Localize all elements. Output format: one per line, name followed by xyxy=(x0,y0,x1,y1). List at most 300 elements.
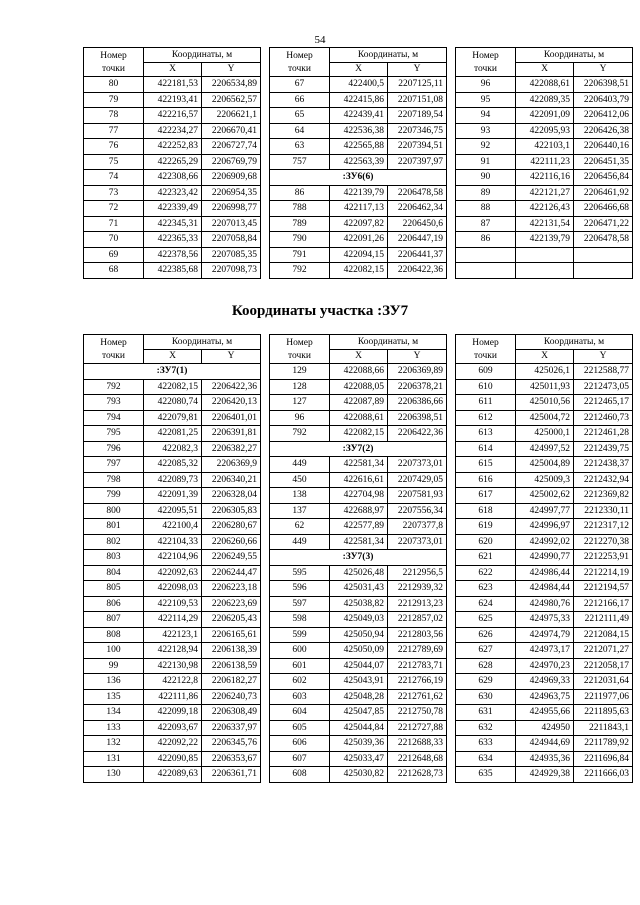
x-coordinate-cell: 422085,32 xyxy=(144,457,202,473)
x-coordinate-cell: 425002,62 xyxy=(516,488,574,504)
point-number-cell: 602 xyxy=(270,674,330,690)
x-header: X xyxy=(330,350,388,364)
y-coordinate-cell: 2206422,36 xyxy=(202,379,261,395)
x-coordinate-cell: 422081,25 xyxy=(144,426,202,442)
x-coordinate-cell: 422122,8 xyxy=(144,674,202,690)
y-coordinate-cell: 2207125,11 xyxy=(388,77,447,93)
x-coordinate-cell: 422536,38 xyxy=(330,123,388,139)
x-coordinate-cell: 422088,61 xyxy=(330,410,388,426)
point-number-cell: 616 xyxy=(456,472,516,488)
point-number-cell: 789 xyxy=(270,216,330,232)
y-coordinate-cell: 2207058,84 xyxy=(202,232,261,248)
table-row xyxy=(456,410,633,426)
x-coordinate-cell xyxy=(516,263,574,279)
table-row xyxy=(84,395,261,411)
point-number-cell: 626 xyxy=(456,627,516,643)
table-row xyxy=(456,720,633,736)
point-number-cell: 799 xyxy=(84,488,144,504)
y-coordinate-cell: 2212473,05 xyxy=(574,379,633,395)
table-row xyxy=(456,185,633,201)
x-coordinate-cell: 422365,33 xyxy=(144,232,202,248)
table-row xyxy=(456,767,633,783)
x-coordinate-cell: 425030,82 xyxy=(330,767,388,783)
x-coordinate-cell: 422093,67 xyxy=(144,720,202,736)
y-coordinate-cell: 2206138,39 xyxy=(202,643,261,659)
point-number-cell: 68 xyxy=(84,263,144,279)
x-coordinate-cell: 424974,79 xyxy=(516,627,574,643)
x-coordinate-cell: 425039,36 xyxy=(330,736,388,752)
y-coordinate-cell: 2212432,94 xyxy=(574,472,633,488)
x-coordinate-cell: 422131,54 xyxy=(516,216,574,232)
x-coordinate-cell: 422385,68 xyxy=(144,263,202,279)
point-number-cell: 133 xyxy=(84,720,144,736)
table-row xyxy=(270,395,447,411)
x-coordinate-cell: 422439,41 xyxy=(330,108,388,124)
table-row xyxy=(84,77,261,93)
x-coordinate-cell: 425048,28 xyxy=(330,689,388,705)
y-coordinate-cell: 2207189,54 xyxy=(388,108,447,124)
table-row xyxy=(84,263,261,279)
table-row xyxy=(456,643,633,659)
point-number-cell: 635 xyxy=(456,767,516,783)
table-row xyxy=(456,565,633,581)
point-number-cell: 615 xyxy=(456,457,516,473)
coordinates-header: Координаты, м xyxy=(516,335,633,350)
table-row xyxy=(456,534,633,550)
table-row xyxy=(456,612,633,628)
point-number-cell: 75 xyxy=(84,154,144,170)
table-row xyxy=(456,689,633,705)
table-row xyxy=(84,123,261,139)
table-row xyxy=(270,232,447,248)
y-coordinate-cell: 2212727,88 xyxy=(388,720,447,736)
section-row xyxy=(270,441,447,457)
point-number-cell: 604 xyxy=(270,705,330,721)
coordinates-header: Координаты, м xyxy=(330,48,447,63)
table-row xyxy=(456,457,633,473)
y-coordinate-cell: 2211696,84 xyxy=(574,751,633,767)
table-row xyxy=(84,612,261,628)
coordinates-header: Координаты, м xyxy=(144,48,261,63)
y-coordinate-cell: 2212588,77 xyxy=(574,364,633,380)
table-row xyxy=(84,767,261,783)
point-number-cell: 808 xyxy=(84,627,144,643)
x-coordinate-cell: 422252,83 xyxy=(144,139,202,155)
point-number-cell: 600 xyxy=(270,643,330,659)
table-row xyxy=(456,581,633,597)
x-coordinate-cell: 422216,57 xyxy=(144,108,202,124)
y-coordinate-cell: 2206138,59 xyxy=(202,658,261,674)
point-number-cell: 67 xyxy=(270,77,330,93)
point-number-cell: 792 xyxy=(270,426,330,442)
parcel-section-label: :ЗУ6(6) xyxy=(270,170,447,186)
point-number-header xyxy=(456,335,516,364)
y-coordinate-cell: 2206451,35 xyxy=(574,154,633,170)
table-row xyxy=(84,426,261,442)
page-number: 54 xyxy=(314,34,326,46)
point-number-cell: 129 xyxy=(270,364,330,380)
point-number-cell: 795 xyxy=(84,426,144,442)
point-number-cell: 632 xyxy=(456,720,516,736)
x-coordinate-cell: 424997,77 xyxy=(516,503,574,519)
x-coordinate-cell: 425031,43 xyxy=(330,581,388,597)
coordinates-header: Координаты, м xyxy=(516,48,633,63)
point-number-cell: 74 xyxy=(84,170,144,186)
point-number-header-line2: точки xyxy=(101,351,125,361)
x-coordinate-cell: 424935,36 xyxy=(516,751,574,767)
table-row xyxy=(270,689,447,705)
x-coordinate-cell: 422181,53 xyxy=(144,77,202,93)
point-number-cell: 807 xyxy=(84,612,144,628)
y-coordinate-cell: 2212857,02 xyxy=(388,612,447,628)
point-number-cell: 603 xyxy=(270,689,330,705)
table-row xyxy=(456,627,633,643)
x-coordinate-cell: 425009,3 xyxy=(516,472,574,488)
x-coordinate-cell: 422378,56 xyxy=(144,247,202,263)
y-coordinate-cell: 2206260,66 xyxy=(202,534,261,550)
y-coordinate-cell: 2207581,93 xyxy=(388,488,447,504)
table-row xyxy=(84,108,261,124)
table-row xyxy=(456,216,633,232)
point-number-cell: 132 xyxy=(84,736,144,752)
table-row xyxy=(84,658,261,674)
y-coordinate-cell: 2207373,01 xyxy=(388,457,447,473)
y-coordinate-cell: 2206249,55 xyxy=(202,550,261,566)
table-row xyxy=(84,736,261,752)
table-row xyxy=(270,247,447,263)
x-coordinate-cell: 422082,15 xyxy=(330,426,388,442)
x-coordinate-cell: 424990,77 xyxy=(516,550,574,566)
point-number-cell: 622 xyxy=(456,565,516,581)
y-coordinate-cell: 2212939,32 xyxy=(388,581,447,597)
table-row xyxy=(456,395,633,411)
x-coordinate-cell: 425004,72 xyxy=(516,410,574,426)
x-coordinate-cell: 422234,27 xyxy=(144,123,202,139)
point-number-cell: 792 xyxy=(84,379,144,395)
table-row xyxy=(456,92,633,108)
table-row xyxy=(84,201,261,217)
point-number-cell: 619 xyxy=(456,519,516,535)
x-coordinate-cell: 424970,23 xyxy=(516,658,574,674)
y-header: Y xyxy=(202,63,261,77)
y-coordinate-cell: 2206412,06 xyxy=(574,108,633,124)
y-header: Y xyxy=(574,63,633,77)
x-coordinate-cell: 425038,82 xyxy=(330,596,388,612)
point-number-cell: 802 xyxy=(84,534,144,550)
point-number-cell: 804 xyxy=(84,565,144,581)
table-row xyxy=(84,627,261,643)
table-row xyxy=(84,185,261,201)
y-header: Y xyxy=(388,350,447,364)
point-number-cell: 617 xyxy=(456,488,516,504)
point-number-cell: 63 xyxy=(270,139,330,155)
bottom-table-2 xyxy=(269,334,447,783)
point-number-cell: 790 xyxy=(270,232,330,248)
point-number-cell: 792 xyxy=(270,263,330,279)
top-table-1 xyxy=(83,47,261,279)
point-number-cell: 801 xyxy=(84,519,144,535)
x-coordinate-cell: 422616,61 xyxy=(330,472,388,488)
x-coordinate-cell: 422128,94 xyxy=(144,643,202,659)
table-row xyxy=(270,364,447,380)
x-header: X xyxy=(516,63,574,77)
y-coordinate-cell: 2206447,19 xyxy=(388,232,447,248)
point-number-cell: 791 xyxy=(270,247,330,263)
x-coordinate-cell: 424986,44 xyxy=(516,565,574,581)
point-number-cell: 608 xyxy=(270,767,330,783)
table-row xyxy=(456,77,633,93)
point-number-header xyxy=(270,48,330,77)
table-row xyxy=(270,612,447,628)
y-coordinate-cell: 2212214,19 xyxy=(574,565,633,581)
x-coordinate-cell: 422193,41 xyxy=(144,92,202,108)
point-number-header-line2: точки xyxy=(101,64,125,74)
table-row xyxy=(456,488,633,504)
point-number-cell: 803 xyxy=(84,550,144,566)
table-row xyxy=(270,201,447,217)
x-coordinate-cell: 422100,4 xyxy=(144,519,202,535)
point-number-cell: 64 xyxy=(270,123,330,139)
point-number-cell xyxy=(456,263,516,279)
point-number-cell: 66 xyxy=(270,92,330,108)
y-coordinate-cell: 2207098,73 xyxy=(202,263,261,279)
table-row xyxy=(456,658,633,674)
point-number-cell: 130 xyxy=(84,767,144,783)
y-coordinate-cell: 2212439,75 xyxy=(574,441,633,457)
x-header: X xyxy=(330,63,388,77)
y-coordinate-cell: 2206954,35 xyxy=(202,185,261,201)
point-number-cell: 805 xyxy=(84,581,144,597)
x-coordinate-cell: 422088,66 xyxy=(330,364,388,380)
y-coordinate-cell: 2206727,74 xyxy=(202,139,261,155)
y-coordinate-cell: 2212253,91 xyxy=(574,550,633,566)
point-number-cell: 800 xyxy=(84,503,144,519)
x-coordinate-cell: 422098,03 xyxy=(144,581,202,597)
y-coordinate-cell: 2207394,51 xyxy=(388,139,447,155)
x-coordinate-cell: 424980,76 xyxy=(516,596,574,612)
y-coordinate-cell: 2206401,01 xyxy=(202,410,261,426)
x-coordinate-cell: 422139,79 xyxy=(516,232,574,248)
x-coordinate-cell: 422091,39 xyxy=(144,488,202,504)
bottom-table-1 xyxy=(83,334,261,783)
point-number-cell: 62 xyxy=(270,519,330,535)
x-coordinate-cell: 422704,98 xyxy=(330,488,388,504)
point-number-cell: 798 xyxy=(84,472,144,488)
point-number-header-line1: Номер xyxy=(286,51,313,61)
y-coordinate-cell: 2207429,05 xyxy=(388,472,447,488)
y-coordinate-cell: 2212465,17 xyxy=(574,395,633,411)
point-number-header xyxy=(84,48,144,77)
y-coordinate-cell: 2212761,62 xyxy=(388,689,447,705)
x-coordinate-cell: 422090,85 xyxy=(144,751,202,767)
table-row xyxy=(456,201,633,217)
point-number-cell: 794 xyxy=(84,410,144,426)
x-coordinate-cell: 422109,53 xyxy=(144,596,202,612)
parcel-section-label: :ЗУ7(3) xyxy=(270,550,447,566)
y-coordinate-cell: 2206353,67 xyxy=(202,751,261,767)
y-coordinate-cell: 2206621,1 xyxy=(202,108,261,124)
table-row xyxy=(84,441,261,457)
table-row xyxy=(84,565,261,581)
table-row xyxy=(270,519,447,535)
x-coordinate-cell: 422114,29 xyxy=(144,612,202,628)
x-coordinate-cell: 422092,22 xyxy=(144,736,202,752)
x-coordinate-cell: 422080,74 xyxy=(144,395,202,411)
table-row xyxy=(456,519,633,535)
y-coordinate-cell: 2212913,23 xyxy=(388,596,447,612)
y-coordinate-cell: 2206426,38 xyxy=(574,123,633,139)
point-number-cell: 788 xyxy=(270,201,330,217)
y-coordinate-cell: 2206422,36 xyxy=(388,263,447,279)
header-row xyxy=(84,335,261,350)
x-coordinate-cell: 424975,33 xyxy=(516,612,574,628)
x-coordinate-cell: 422082,15 xyxy=(330,263,388,279)
x-coordinate-cell: 424997,52 xyxy=(516,441,574,457)
x-coordinate-cell: 425047,85 xyxy=(330,705,388,721)
y-coordinate-cell: 2206398,51 xyxy=(574,77,633,93)
y-coordinate-cell: 2207556,34 xyxy=(388,503,447,519)
y-coordinate-cell: 2206670,41 xyxy=(202,123,261,139)
x-coordinate-cell: 425004,89 xyxy=(516,457,574,473)
table-row xyxy=(270,581,447,597)
y-coordinate-cell: 2212084,15 xyxy=(574,627,633,643)
point-number-cell: 597 xyxy=(270,596,330,612)
x-coordinate-cell: 422116,16 xyxy=(516,170,574,186)
table-row xyxy=(456,705,633,721)
point-number-cell: 633 xyxy=(456,736,516,752)
table-row xyxy=(270,472,447,488)
x-coordinate-cell: 425026,48 xyxy=(330,565,388,581)
table-row xyxy=(456,123,633,139)
x-coordinate-cell: 425026,1 xyxy=(516,364,574,380)
x-coordinate-cell: 422094,15 xyxy=(330,247,388,263)
table-row xyxy=(84,379,261,395)
point-number-cell: 95 xyxy=(456,92,516,108)
point-number-header xyxy=(456,48,516,77)
point-number-cell: 613 xyxy=(456,426,516,442)
y-coordinate-cell: 2206440,16 xyxy=(574,139,633,155)
table-row xyxy=(270,92,447,108)
x-coordinate-cell: 422104,96 xyxy=(144,550,202,566)
point-number-cell: 73 xyxy=(84,185,144,201)
table-row xyxy=(84,720,261,736)
x-coordinate-cell: 422092,63 xyxy=(144,565,202,581)
x-coordinate-cell: 422400,5 xyxy=(330,77,388,93)
point-number-cell: 77 xyxy=(84,123,144,139)
parcel-section-label: :ЗУ7(2) xyxy=(270,441,447,457)
x-coordinate-cell: 422082,3 xyxy=(144,441,202,457)
table-row xyxy=(84,154,261,170)
y-coordinate-cell: 2206441,37 xyxy=(388,247,447,263)
x-coordinate-cell: 422095,93 xyxy=(516,123,574,139)
x-coordinate-cell: 422121,27 xyxy=(516,185,574,201)
table-row xyxy=(456,736,633,752)
table-row xyxy=(456,426,633,442)
header-row xyxy=(270,335,447,350)
table-row xyxy=(456,108,633,124)
table-row xyxy=(456,170,633,186)
point-number-cell: 87 xyxy=(456,216,516,232)
table-row xyxy=(270,426,447,442)
x-coordinate-cell: 422563,39 xyxy=(330,154,388,170)
y-coordinate-cell: 2212803,56 xyxy=(388,627,447,643)
x-coordinate-cell: 425010,56 xyxy=(516,395,574,411)
point-number-cell: 611 xyxy=(456,395,516,411)
point-number-cell: 631 xyxy=(456,705,516,721)
x-coordinate-cell: 422117,13 xyxy=(330,201,388,217)
y-coordinate-cell: 2206769,79 xyxy=(202,154,261,170)
point-number-cell: 601 xyxy=(270,658,330,674)
x-coordinate-cell: 424996,97 xyxy=(516,519,574,535)
table-row xyxy=(84,534,261,550)
point-number-cell: 69 xyxy=(84,247,144,263)
point-number-header-line1: Номер xyxy=(472,51,499,61)
x-coordinate-cell: 422308,66 xyxy=(144,170,202,186)
y-coordinate-cell: 2212628,73 xyxy=(388,767,447,783)
y-coordinate-cell: 2206466,68 xyxy=(574,201,633,217)
point-number-cell: 100 xyxy=(84,643,144,659)
point-number-cell: 92 xyxy=(456,139,516,155)
table-row xyxy=(270,658,447,674)
point-number-cell: 609 xyxy=(456,364,516,380)
x-coordinate-cell: 425044,84 xyxy=(330,720,388,736)
y-coordinate-cell: 2206223,18 xyxy=(202,581,261,597)
y-coordinate-cell: 2206386,66 xyxy=(388,395,447,411)
table-row xyxy=(84,705,261,721)
y-coordinate-cell: 2212031,64 xyxy=(574,674,633,690)
x-coordinate-cell: 422126,43 xyxy=(516,201,574,217)
x-coordinate-cell: 425050,94 xyxy=(330,627,388,643)
x-coordinate-cell: 424955,66 xyxy=(516,705,574,721)
y-coordinate-cell: 2212956,5 xyxy=(388,565,447,581)
y-coordinate-cell: 2206420,13 xyxy=(202,395,261,411)
table-row xyxy=(84,643,261,659)
point-number-cell: 93 xyxy=(456,123,516,139)
x-coordinate-cell: 422265,29 xyxy=(144,154,202,170)
point-number-cell: 96 xyxy=(270,410,330,426)
y-coordinate-cell: 2212111,49 xyxy=(574,612,633,628)
coordinates-header: Координаты, м xyxy=(144,335,261,350)
x-coordinate-cell xyxy=(516,247,574,263)
point-number-cell: 72 xyxy=(84,201,144,217)
x-coordinate-cell: 424969,33 xyxy=(516,674,574,690)
point-number-cell: 620 xyxy=(456,534,516,550)
y-coordinate-cell: 2211666,03 xyxy=(574,767,633,783)
y-coordinate-cell: 2212369,82 xyxy=(574,488,633,504)
y-coordinate-cell: 2212194,57 xyxy=(574,581,633,597)
table-row xyxy=(270,627,447,643)
x-coordinate-cell: 424944,69 xyxy=(516,736,574,752)
point-number-cell: 628 xyxy=(456,658,516,674)
x-coordinate-cell: 422688,97 xyxy=(330,503,388,519)
x-coordinate-cell: 422099,18 xyxy=(144,705,202,721)
y-coordinate-cell: 2206280,67 xyxy=(202,519,261,535)
y-coordinate-cell: 2206223,69 xyxy=(202,596,261,612)
table-row xyxy=(84,92,261,108)
point-number-cell: 599 xyxy=(270,627,330,643)
y-coordinate-cell: 2212783,71 xyxy=(388,658,447,674)
table-row xyxy=(270,565,447,581)
point-number-cell: 91 xyxy=(456,154,516,170)
point-number-cell: 65 xyxy=(270,108,330,124)
point-number-cell: 612 xyxy=(456,410,516,426)
x-coordinate-cell: 424973,17 xyxy=(516,643,574,659)
y-coordinate-cell: 2207377,8 xyxy=(388,519,447,535)
point-number-cell: 86 xyxy=(456,232,516,248)
table-row xyxy=(456,596,633,612)
point-number-cell: 131 xyxy=(84,751,144,767)
y-coordinate-cell: 2212317,12 xyxy=(574,519,633,535)
